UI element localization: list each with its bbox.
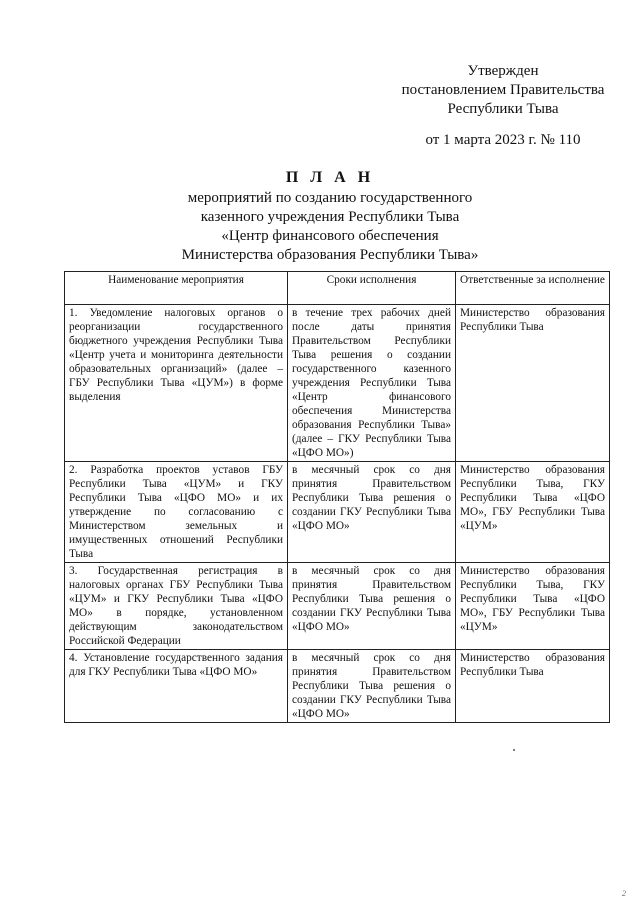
approval-line-2: постановлением Правительства xyxy=(401,82,605,98)
cell-responsible: Министерство образования Республики Тыва xyxy=(456,650,610,723)
header-deadline: Сроки исполнения xyxy=(288,272,456,305)
approval-line-1: Утвержден xyxy=(467,63,539,79)
cell-name: 2. Разработка проектов уставов ГБУ Республики Тыва «ЦУМ» и ГКУ Республики Тыва «ЦФО МО» и их утверждение по согласованию с Министерством земельных и имущественных отношений Республики Тыва xyxy=(65,462,288,563)
approval-date: от 1 марта 2023 г. № 110 xyxy=(425,132,581,148)
plan-heading: П Л А Н xyxy=(285,169,375,186)
approval-block xyxy=(388,62,618,150)
header-name: Наименование мероприятия xyxy=(65,272,288,305)
title-line-1: мероприятий по созданию государственного xyxy=(187,190,473,206)
table-row xyxy=(65,563,610,650)
title-line-4: Министерства образования Республики Тыва» xyxy=(181,247,479,263)
title-line-3: «Центр финансового обеспечения xyxy=(221,228,439,244)
cell-name: 1. Уведомление налоговых органов о реорганизации государственного бюджетного учреждения Республики Тыва «Центр учета и мониторинга деятельности образовательных организаций» (далее – ГБУ Республики Тыва «ЦУМ») в форме выделения xyxy=(65,305,288,462)
cell-deadline: в месячный срок со дня принятия Правительством Республики Тыва решения о создании ГКУ Республики Тыва «ЦФО МО» xyxy=(288,563,456,650)
cell-deadline: в месячный срок со дня принятия Правительством Республики Тыва решения о создании ГКУ Республики Тыва «ЦФО МО» xyxy=(288,650,456,723)
table-row xyxy=(65,305,610,462)
plan-table xyxy=(64,271,610,723)
cell-deadline: в течение трех рабочих дней после даты принятия Правительством Республики Тыва решения о создании государственного казенного учреждения Республики Тыва «Центр финансового обеспечения Министерства образования Республики Тыва» (далее – ГКУ Республики Тыва «ЦФО МО») xyxy=(288,305,456,462)
page-number: 2 xyxy=(622,889,626,898)
cell-responsible: Министерство образования Республики Тыва xyxy=(456,305,610,462)
cell-responsible: Министерство образования Республики Тыва, ГКУ Республики Тыва «ЦФО МО», ГБУ Республики Тыва «ЦУМ» xyxy=(456,462,610,563)
table-header-row xyxy=(65,272,610,305)
table-row xyxy=(65,650,610,723)
approval-line-3: Республики Тыва xyxy=(447,101,559,117)
document-title xyxy=(80,168,580,265)
title-line-2: казенного учреждения Республики Тыва xyxy=(200,209,460,225)
cell-name: 3. Государственная регистрация в налоговых органах ГБУ Республики Тыва «ЦУМ» и ГКУ Республики Тыва «ЦФО МО» в порядке, установленном действующим законодательством Российской Федерации xyxy=(65,563,288,650)
scan-speck xyxy=(513,749,515,751)
table-row xyxy=(65,462,610,563)
header-responsible: Ответственные за исполнение xyxy=(456,272,610,305)
cell-responsible: Министерство образования Республики Тыва, ГКУ Республики Тыва «ЦФО МО», ГБУ Республики Тыва «ЦУМ» xyxy=(456,563,610,650)
cell-deadline: в месячный срок со дня принятия Правительством Республики Тыва решения о создании ГКУ Республики Тыва «ЦФО МО» xyxy=(288,462,456,563)
cell-name: 4. Установление государственного задания для ГКУ Республики Тыва «ЦФО МО» xyxy=(65,650,288,723)
